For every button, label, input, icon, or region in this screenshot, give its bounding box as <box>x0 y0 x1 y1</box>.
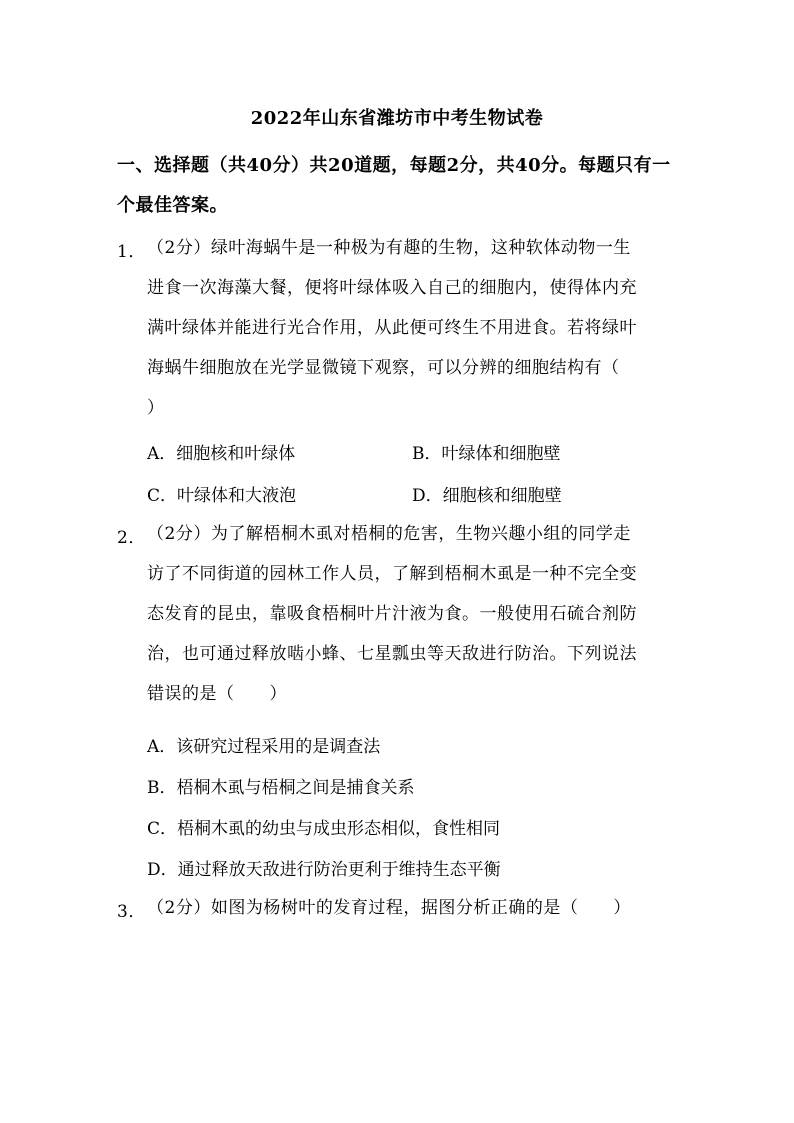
option-d[interactable]: D．通过释放天敌进行防治更利于维持生态平衡 <box>147 860 501 880</box>
stem-line: 满叶绿体并能进行光合作用，从此便可终生不用进食。若将绿叶 <box>147 318 637 338</box>
stem-line: （2分）绿叶海蜗牛是一种极为有趣的生物，这种软体动物一生 <box>147 238 631 258</box>
option-b[interactable]: B．叶绿体和细胞壁 <box>412 444 561 464</box>
stem-line: ） <box>147 398 165 418</box>
stem-line: 治，也可通过释放啮小蜂、七星瓢虫等天敌进行防治。下列说法 <box>147 644 637 664</box>
question-number: 3． <box>117 902 146 922</box>
option-b[interactable]: B．梧桐木虱与梧桐之间是捕食关系 <box>147 778 415 798</box>
question-stem <box>147 514 687 714</box>
stem-line: 进食一次海藻大餐，便将叶绿体吸入自己的细胞内，使得体内充 <box>147 278 637 298</box>
option-a[interactable]: A．细胞核和叶绿体 <box>147 444 296 464</box>
question-number: 1． <box>117 242 146 262</box>
option-c[interactable]: C．梧桐木虱的幼虫与成虫形态相似，食性相同 <box>147 819 501 839</box>
question-stem <box>147 888 687 928</box>
question-stem <box>147 228 687 428</box>
question-number: 2． <box>117 528 146 548</box>
stem-line: 访了不同街道的园林工作人员，了解到梧桐木虱是一种不完全变 <box>147 564 637 584</box>
option-d[interactable]: D．细胞核和细胞壁 <box>412 486 562 506</box>
stem-line: 错误的是（ ） <box>147 684 287 704</box>
option-a[interactable]: A．该研究过程采用的是调查法 <box>147 737 381 757</box>
stem-line: 海蜗牛细胞放在光学显微镜下观察，可以分辨的细胞结构有（ <box>147 358 620 378</box>
question-3 <box>117 888 687 928</box>
section-heading: 一、选择题（共40分）共20道题，每题2分，共40分。每题只有一个最佳答案。 <box>117 155 671 216</box>
stem-line: 态发育的昆虫，靠吸食梧桐叶片汁液为食。一般使用石硫合剂防 <box>147 604 637 624</box>
question-1 <box>117 228 687 428</box>
stem-line: （2分）如图为杨树叶的发育过程，据图分析正确的是（ ） <box>147 898 631 918</box>
stem-line: （2分）为了解梧桐木虱对梧桐的危害，生物兴趣小组的同学走 <box>147 524 631 544</box>
option-c[interactable]: C．叶绿体和大液泡 <box>147 486 297 506</box>
page-title: 2022年山东省潍坊市中考生物试卷 <box>250 108 544 129</box>
question-2 <box>117 514 687 714</box>
